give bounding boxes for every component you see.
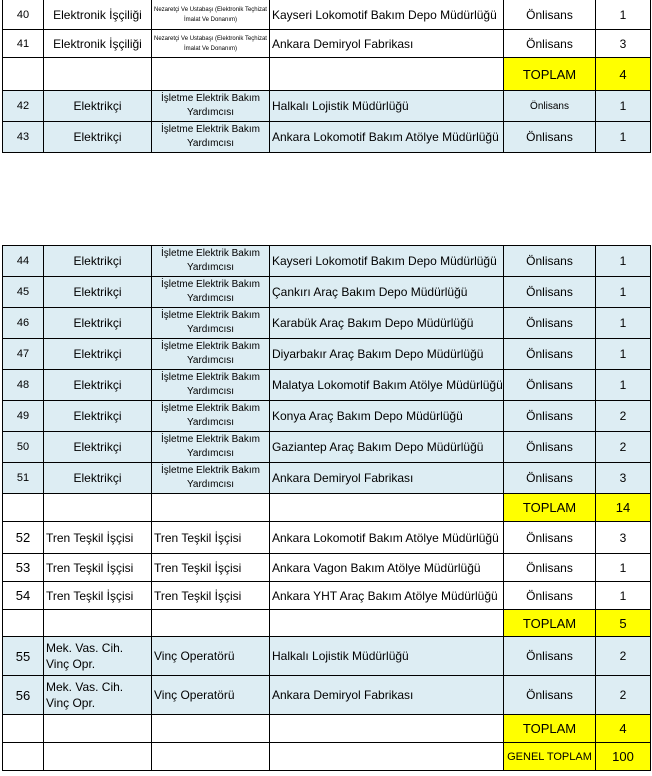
row-no: 51: [3, 463, 44, 494]
row-education: Önlisans: [504, 122, 596, 153]
row-position: Vinç Operatörü: [152, 637, 270, 676]
row-count: 1: [596, 246, 651, 277]
row-education: Önlisans: [504, 30, 596, 58]
total-value: 5: [596, 610, 651, 637]
row-position: İşletme Elektrik Bakım Yardımcısı: [152, 122, 270, 153]
row-education: Önlisans: [504, 676, 596, 715]
row-count: 1: [596, 339, 651, 370]
row-profession: Tren Teşkil İşçisi: [44, 582, 152, 610]
row-education: Önlisans: [504, 637, 596, 676]
table-row: [3, 432, 651, 463]
row-count: 2: [596, 637, 651, 676]
total-value: 4: [596, 58, 651, 91]
total-value: 14: [596, 494, 651, 522]
row-unit: Kayseri Lokomotif Bakım Depo Müdürlüğü: [270, 246, 504, 277]
row-position: İşletme Elektrik Bakım Yardımcısı: [152, 370, 270, 401]
row-education: Önlisans: [504, 370, 596, 401]
grand-total-row: [3, 743, 651, 771]
row-count: 1: [596, 0, 651, 30]
table-row: [3, 308, 651, 339]
row-unit: Ankara Demiryol Fabrikası: [270, 676, 504, 715]
row-education: Önlisans: [504, 339, 596, 370]
row-position: Vinç Operatörü: [152, 676, 270, 715]
row-profession: Elektrikçi: [44, 463, 152, 494]
row-unit: Çankırı Araç Bakım Depo Müdürlüğü: [270, 277, 504, 308]
row-profession: Tren Teşkil İşçisi: [44, 554, 152, 582]
row-count: 2: [596, 401, 651, 432]
row-no: 53: [3, 554, 44, 582]
table-row: [3, 30, 651, 58]
row-profession: Elektrikçi: [44, 277, 152, 308]
table-lower: [2, 245, 651, 771]
table-upper: [2, 0, 651, 153]
row-no: 55: [3, 637, 44, 676]
table-row: [3, 91, 651, 122]
row-count: 2: [596, 432, 651, 463]
row-position: İşletme Elektrik Bakım Yardımcısı: [152, 339, 270, 370]
row-no: 45: [3, 277, 44, 308]
total-label: TOPLAM: [504, 715, 596, 743]
row-education: Önlisans: [504, 582, 596, 610]
total-row: [3, 58, 651, 91]
row-position: İşletme Elektrik Bakım Yardımcısı: [152, 432, 270, 463]
total-row: [3, 715, 651, 743]
row-unit: Ankara YHT Araç Bakım Atölye Müdürlüğü: [270, 582, 504, 610]
row-education: Önlisans: [504, 401, 596, 432]
row-count: 1: [596, 370, 651, 401]
table-row: [3, 277, 651, 308]
row-profession: Elektrikçi: [44, 91, 152, 122]
row-profession: Elektronik İşçiliği: [44, 30, 152, 58]
row-count: 2: [596, 676, 651, 715]
row-no: 56: [3, 676, 44, 715]
row-profession: Mek. Vas. Cih. Vinç Opr.: [44, 637, 152, 676]
row-position: Tren Teşkil İşçisi: [152, 554, 270, 582]
row-position: İşletme Elektrik Bakım Yardımcısı: [152, 91, 270, 122]
row-position: İşletme Elektrik Bakım Yardımcısı: [152, 463, 270, 494]
row-education: Önlisans: [504, 277, 596, 308]
table-row: [3, 401, 651, 432]
row-no: 54: [3, 582, 44, 610]
table-row: [3, 554, 651, 582]
table-row: [3, 676, 651, 715]
row-education: Önlisans: [504, 554, 596, 582]
table-row: [3, 122, 651, 153]
row-unit: Gaziantep Araç Bakım Depo Müdürlüğü: [270, 432, 504, 463]
table-row: [3, 637, 651, 676]
table-row: [3, 339, 651, 370]
row-count: 1: [596, 122, 651, 153]
total-value: 4: [596, 715, 651, 743]
row-education: Önlisans: [504, 308, 596, 339]
row-profession: Tren Teşkil İşçisi: [44, 522, 152, 554]
row-position: İşletme Elektrik Bakım Yardımcısı: [152, 401, 270, 432]
row-no: 43: [3, 122, 44, 153]
row-position: İşletme Elektrik Bakım Yardımcısı: [152, 246, 270, 277]
row-count: 3: [596, 463, 651, 494]
row-count: 1: [596, 582, 651, 610]
row-position: İşletme Elektrik Bakım Yardımcısı: [152, 277, 270, 308]
row-education: Önlisans: [504, 463, 596, 494]
row-count: 1: [596, 91, 651, 122]
row-unit: Kayseri Lokomotif Bakım Depo Müdürlüğü: [270, 0, 504, 30]
row-position: İşletme Elektrik Bakım Yardımcısı: [152, 308, 270, 339]
row-count: 3: [596, 522, 651, 554]
row-education: Önlisans: [504, 246, 596, 277]
row-count: 3: [596, 30, 651, 58]
row-profession: Elektrikçi: [44, 246, 152, 277]
row-count: 1: [596, 277, 651, 308]
row-no: 52: [3, 522, 44, 554]
row-no: 42: [3, 91, 44, 122]
total-row: [3, 610, 651, 637]
row-position: Tren Teşkil İşçisi: [152, 582, 270, 610]
row-profession: Elektrikçi: [44, 432, 152, 463]
row-unit: Ankara Vagon Bakım Atölye Müdürlüğü: [270, 554, 504, 582]
grand-total-label: GENEL TOPLAM: [504, 743, 596, 771]
row-unit: Halkalı Lojistik Müdürlüğü: [270, 637, 504, 676]
row-no: 49: [3, 401, 44, 432]
row-no: 44: [3, 246, 44, 277]
row-profession: Elektrikçi: [44, 401, 152, 432]
row-unit: Malatya Lokomotif Bakım Atölye Müdürlüğü: [270, 370, 504, 401]
row-education: Önlisans: [504, 522, 596, 554]
total-label: TOPLAM: [504, 610, 596, 637]
row-unit: Ankara Demiryol Fabrikası: [270, 30, 504, 58]
row-unit: Karabük Araç Bakım Depo Müdürlüğü: [270, 308, 504, 339]
row-unit: Halkalı Lojistik Müdürlüğü: [270, 91, 504, 122]
row-education: Önlisans: [504, 91, 596, 122]
row-unit: Ankara Lokomotif Bakım Atölye Müdürlüğü: [270, 122, 504, 153]
table-row: [3, 246, 651, 277]
table-row: [3, 582, 651, 610]
row-profession: Elektrikçi: [44, 370, 152, 401]
total-row: [3, 494, 651, 522]
table-row: [3, 370, 651, 401]
row-profession: Elektrikçi: [44, 308, 152, 339]
table-row: [3, 522, 651, 554]
row-profession: Elektrikçi: [44, 122, 152, 153]
row-position: Nezaretçi Ve Ustabaşı (Elektronik Teçhizat İmalat Ve Donanım): [152, 30, 270, 58]
row-position: Tren Teşkil İşçisi: [152, 522, 270, 554]
total-label: TOPLAM: [504, 58, 596, 91]
row-unit: Konya Araç Bakım Depo Müdürlüğü: [270, 401, 504, 432]
table-row: [3, 463, 651, 494]
table-row: [3, 0, 651, 30]
row-unit: Ankara Lokomotif Bakım Atölye Müdürlüğü: [270, 522, 504, 554]
row-unit: Ankara Demiryol Fabrikası: [270, 463, 504, 494]
row-count: 1: [596, 554, 651, 582]
row-no: 40: [3, 0, 44, 30]
row-position: Nezaretçi Ve Ustabaşı (Elektronik Teçhizat İmalat Ve Donanım): [152, 0, 270, 30]
row-unit: Diyarbakır Araç Bakım Depo Müdürlüğü: [270, 339, 504, 370]
row-education: Önlisans: [504, 0, 596, 30]
row-education: Önlisans: [504, 432, 596, 463]
row-no: 41: [3, 30, 44, 58]
row-no: 50: [3, 432, 44, 463]
row-profession: Elektronik İşçiliği: [44, 0, 152, 30]
row-no: 48: [3, 370, 44, 401]
row-no: 47: [3, 339, 44, 370]
row-count: 1: [596, 308, 651, 339]
row-profession: Mek. Vas. Cih. Vinç Opr.: [44, 676, 152, 715]
row-no: 46: [3, 308, 44, 339]
row-profession: Elektrikçi: [44, 339, 152, 370]
total-label: TOPLAM: [504, 494, 596, 522]
grand-total-value: 100: [596, 743, 651, 771]
